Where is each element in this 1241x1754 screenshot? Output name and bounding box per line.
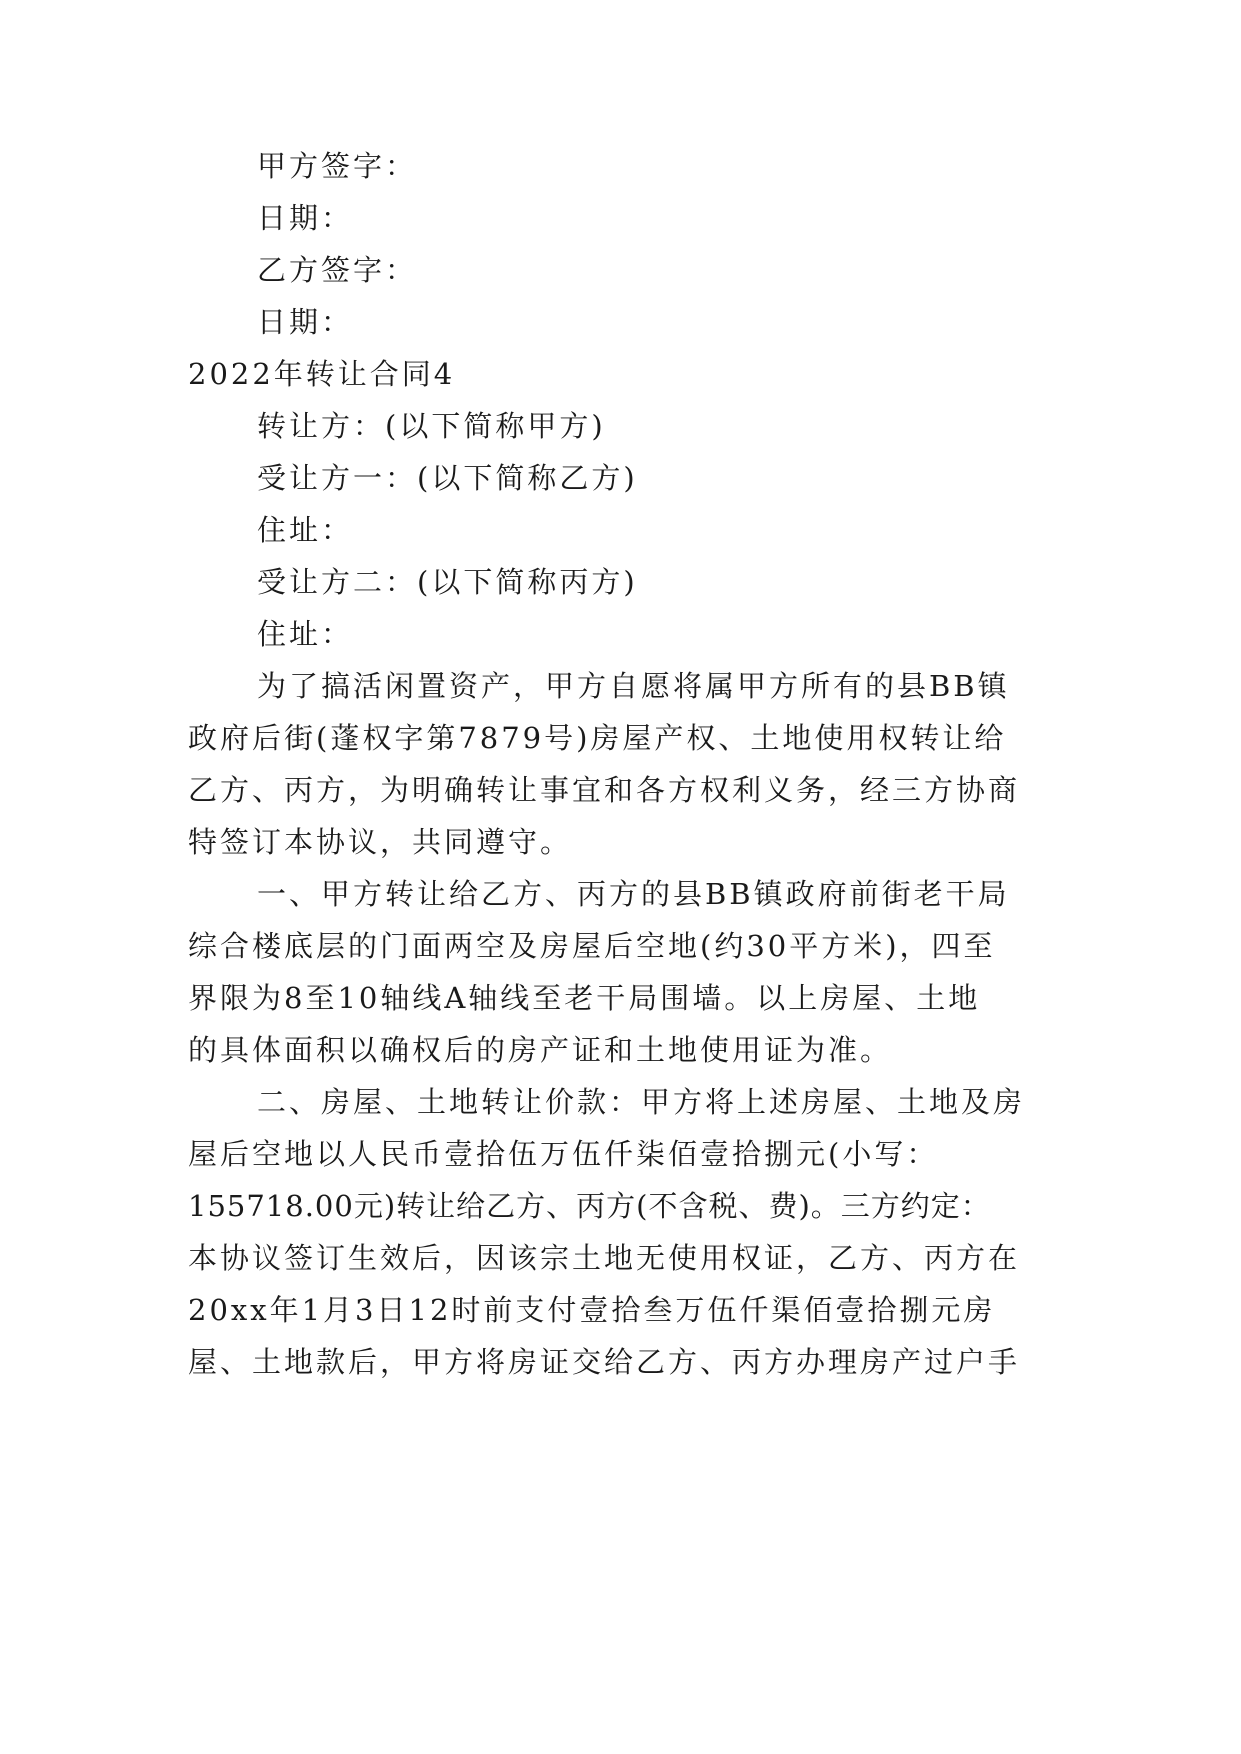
- address-line-one: 住址：: [257, 513, 354, 547]
- party-a-signature-label: 甲方签字：: [257, 149, 418, 183]
- clause-two-line-4: 本协议签订生效后，因该宗土地无使用权证，乙方、丙方在: [188, 1241, 1021, 1275]
- section-title: 2022年转让合同4: [188, 357, 456, 391]
- clause-two-line-2: 屋后空地以人民币壹拾伍万伍仟柒佰壹拾捌元(小写：: [188, 1137, 939, 1171]
- transferee-one-line: 受让方一：(以下简称乙方): [257, 461, 638, 495]
- clause-one-line-1: 一、甲方转让给乙方、丙方的县BB镇政府前街老干局: [257, 877, 1010, 911]
- address-line-two: 住址：: [257, 617, 354, 651]
- paragraph-intro-line-3: 乙方、丙方，为明确转让事宜和各方权利义务，经三方协商: [188, 773, 1021, 807]
- clause-one-line-3: 界限为8至10轴线A轴线至老干局围墙。以上房屋、土地: [188, 981, 981, 1015]
- date-label-b: 日期：: [257, 305, 354, 339]
- paragraph-intro-line-2: 政府后街(蓬权字第7879号)房屋产权、土地使用权转让给: [188, 721, 1007, 755]
- clause-one-line-2: 综合楼底层的门面两空及房屋后空地(约30平方米)，四至: [188, 929, 996, 963]
- date-label-a: 日期：: [257, 201, 354, 235]
- clause-two-line-6: 屋、土地款后，甲方将房证交给乙方、丙方办理房产过户手: [188, 1345, 1021, 1379]
- clause-two-line-5: 20xx年1月3日12时前支付壹拾叁万伍仟渠佰壹拾捌元房: [188, 1293, 996, 1327]
- transferor-line: 转让方：(以下简称甲方): [257, 409, 606, 443]
- transferee-two-line: 受让方二：(以下简称丙方): [257, 565, 638, 599]
- party-b-signature-label: 乙方签字：: [257, 253, 418, 287]
- clause-two-line-3: 155718.00元)转让给乙方、丙方(不含税、费)。三方约定：: [188, 1189, 991, 1223]
- paragraph-intro-line-1: 为了搞活闲置资产，甲方自愿将属甲方所有的县BB镇: [257, 669, 1010, 703]
- clause-one-line-4: 的具体面积以确权后的房产证和土地使用证为准。: [188, 1033, 893, 1067]
- clause-two-line-1: 二、房屋、土地转让价款：甲方将上述房屋、土地及房: [257, 1085, 1026, 1119]
- paragraph-intro-line-4: 特签订本协议，共同遵守。: [188, 825, 573, 859]
